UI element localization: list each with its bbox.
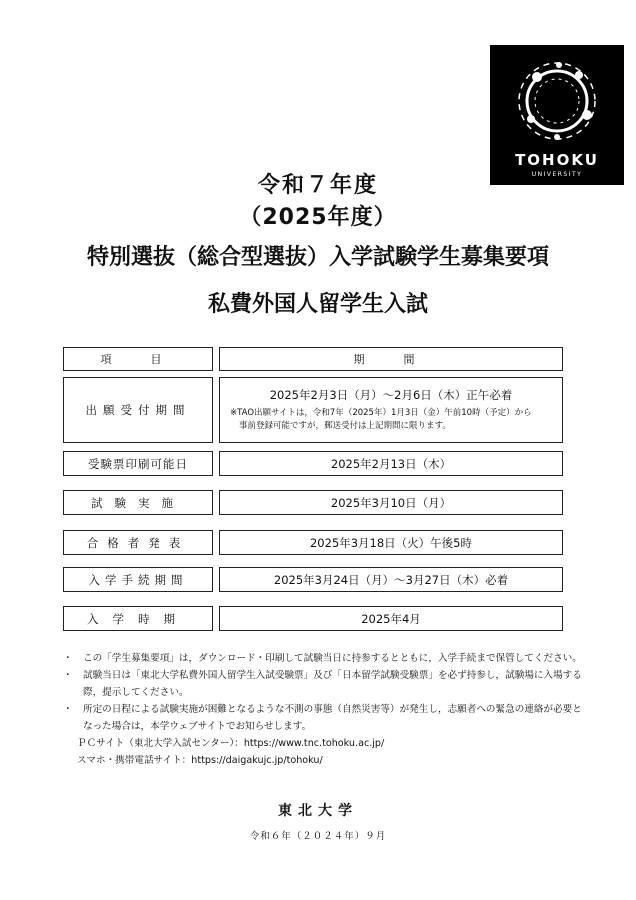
row-value: 2025年3月18日（火）午後5時 [219, 530, 563, 555]
footer-university: 東北大学 [278, 803, 358, 819]
title-subtitle: 私費外国人留学生入試 [207, 292, 428, 317]
header-item: 項 目 [63, 347, 213, 371]
note-item [63, 701, 583, 735]
logo-subtitle: UNIVERSITY [531, 171, 583, 178]
row-value-main: 2025年2月3日（月）～2月6日（木）正午必着 [269, 388, 513, 402]
note-item [63, 667, 583, 701]
row-value: 2025年3月10日（月） [219, 490, 563, 515]
note-text: 試験当日は「東北大学私費外国人留学生入試受験票」及び「日本留学試験受験票」を必ず持参し，試験場に入場する際，提示してください。 [83, 670, 582, 698]
table-row [63, 567, 563, 592]
row-value-note: ※TAO出願サイトは，令和7年（2025年）1月3日（金）午前10時（予定）から [230, 408, 532, 418]
bullet: ・ [63, 704, 73, 715]
table-row [63, 377, 563, 443]
logo-name: TOHOKU [515, 151, 599, 169]
row-value: 2025年4月 [219, 606, 563, 631]
table-row [63, 451, 563, 476]
note-text: この「学生募集要項」は，ダウンロード・印刷して試験当日に持参するとともに，入学手続まで保管してください。 [83, 653, 582, 664]
table-header [63, 347, 563, 371]
title-year-western: （2025年度） [239, 205, 397, 230]
table-row [63, 530, 563, 555]
bullet: ・ [63, 653, 73, 664]
bullet: ・ [63, 670, 73, 681]
laurel-wreath-icon [507, 53, 607, 149]
row-value [219, 377, 563, 443]
row-label: 入学時期 [63, 606, 213, 631]
row-value: 2025年3月24日（月）～3月27日（木）必着 [219, 567, 563, 592]
row-label: 出願受付期間 [63, 377, 213, 443]
header-period: 期 間 [219, 347, 563, 371]
row-label: 受験票印刷可能日 [63, 451, 213, 476]
row-value: 2025年2月13日（木） [219, 451, 563, 476]
title-main: 特別選抜（総合型選抜）入学試験学生募集要項 [86, 245, 549, 270]
row-value-note-cont: 事前登録可能ですが，郵送受付は上記期間に限ります。 [239, 421, 451, 431]
table-row [63, 606, 563, 631]
row-label: 試験実施 [63, 490, 213, 515]
footer-date: 令和６年（２０２４年）９月 [249, 831, 387, 842]
mobile-site-link: スマホ・携帯電話サイト：https://daigakujc.jp/tohoku/ [77, 755, 323, 766]
title-year-reiwa: 令和７年度 [257, 173, 378, 198]
row-label: 合格者発表 [63, 530, 213, 555]
note-item [63, 650, 583, 667]
tohoku-logo [490, 45, 624, 185]
notes-section [63, 650, 583, 769]
table-row [63, 490, 563, 515]
row-label: 入学手続期間 [63, 567, 213, 592]
pc-site-link: ＰＣサイト（東北大学入試センター）：https://www.tnc.tohoku.ac.jp/ [77, 738, 385, 749]
note-text: 所定の日程による試験実施が困難となるような不測の事態（自然災害等）が発生し，志願者への緊急の連絡が必要となった場合は，本学ウェブサイトでお知らせします。 [83, 704, 582, 732]
